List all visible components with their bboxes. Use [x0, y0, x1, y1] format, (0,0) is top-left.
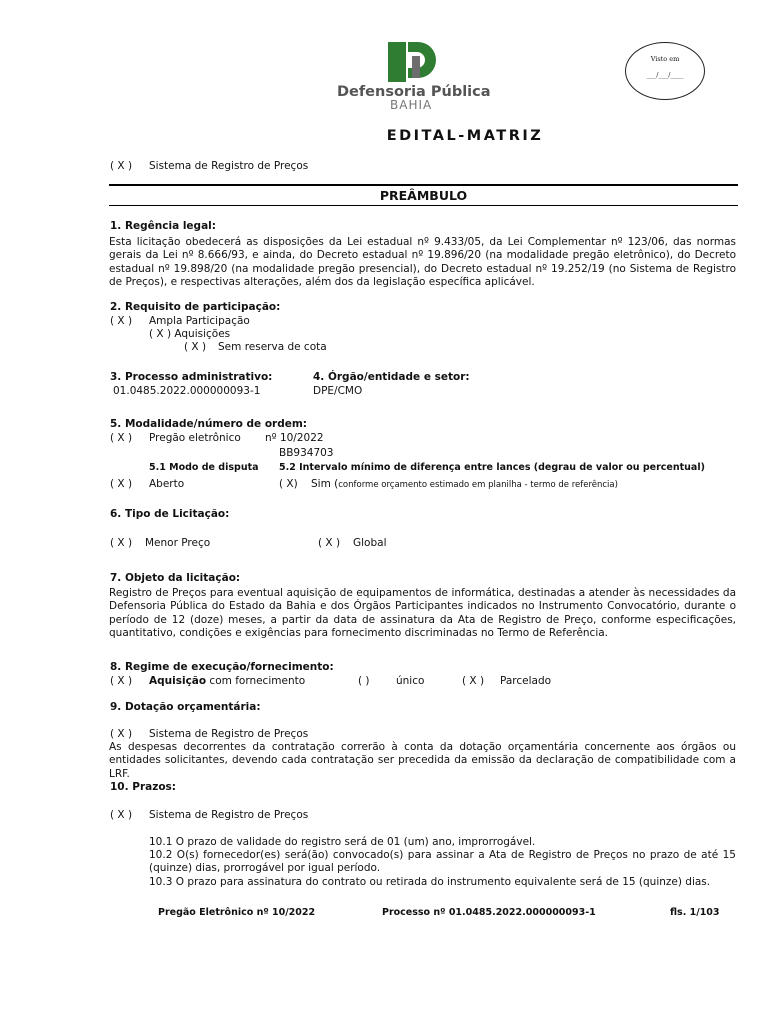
section-5-number: nº 10/2022 [265, 432, 324, 444]
section-5-code: BB934703 [279, 447, 334, 459]
section-5-title: 5. Modalidade/número de ordem: [110, 418, 308, 430]
section-5-2-mark: ( X) [279, 478, 298, 490]
section-9-body: As despesas decorrentes da contratação correrão à conta da dotação orçamentária concernente aos órgãos ou entidades solicitantes, devendo cada contratação ser precedida da emissão da declaração de compatibilidade com a LRF. [109, 741, 736, 780]
section-8-value-1-bold: Aquisição [149, 675, 207, 687]
section-2-mark-1: ( X ) [110, 315, 133, 327]
section-6-title: 6. Tipo de Licitação: [110, 508, 230, 520]
approval-seal [625, 42, 705, 100]
section-5-modality: Pregão eletrônico [149, 432, 241, 444]
section-3-title: 3. Processo administrativo: [110, 371, 273, 383]
section-6-value-1: Menor Preço [145, 537, 211, 549]
section-9-line: Sistema de Registro de Preços [149, 728, 309, 740]
checkbox-mark: ( X ) [110, 160, 133, 172]
srp-mark [110, 160, 132, 172]
section-8-value-3: Parcelado [500, 675, 552, 687]
section-10-line: Sistema de Registro de Preços [149, 809, 309, 821]
section-9-mark: ( X ) [110, 728, 133, 740]
section-8-title: 8. Regime de execução/fornecimento: [110, 661, 334, 673]
section-5-1-heading: 5.1 Modo de disputa [149, 462, 259, 473]
section-8-value-2: único [396, 675, 425, 687]
section-2-title: 2. Requisito de participação: [110, 301, 281, 313]
section-8-value-1-rest: com fornecimento [206, 675, 306, 687]
section-7-title: 7. Objeto da licitação: [110, 572, 241, 584]
section-8-value-1 [149, 675, 305, 687]
section-3-value: 01.0485.2022.000000093-1 [113, 385, 261, 397]
section-5-2-value [311, 478, 618, 490]
section-10-mark: ( X ) [110, 809, 133, 821]
section-8-mark-1: ( X ) [110, 675, 133, 687]
seal-label: Visto em [650, 55, 680, 63]
section-5-1-mark: ( X ) [110, 478, 133, 490]
section-2-line-1: Ampla Participação [149, 315, 250, 327]
section-10-3: 10.3 O prazo para assinatura do contrato ou retirada do instrumento equivalente será de 15 (quinze) dias. [149, 876, 711, 888]
preamble-heading: PREÂMBULO [379, 188, 468, 203]
section-2-line-3: Sem reserva de cota [218, 341, 327, 353]
section-4-title: 4. Órgão/entidade e setor: [313, 371, 470, 383]
section-4-value: DPE/CMO [313, 385, 363, 397]
seal-date: ___/___/____ [646, 71, 684, 79]
footer-left: Pregão Eletrônico nº 10/2022 [158, 907, 316, 918]
section-2-mark-3: ( X ) [184, 341, 207, 353]
section-1-title: 1. Regência legal: [110, 220, 216, 232]
section-5-1-value: Aberto [149, 478, 185, 490]
divider [109, 205, 738, 206]
section-5-mark: ( X ) [110, 432, 133, 444]
section-6-mark-1: ( X ) [110, 537, 133, 549]
section-5-2-heading: 5.2 Intervalo mínimo de diferença entre lances (degrau de valor ou percentual) [279, 462, 705, 473]
logo-name: Defensoria Pública [337, 84, 491, 100]
section-6-value-2: Global [353, 537, 387, 549]
section-5-2-value-main: Sim ( [311, 478, 339, 490]
defensoria-logo-mark [384, 42, 440, 86]
section-8-mark-2: ( ) [358, 675, 370, 687]
footer-page: fls. 1/103 [670, 907, 720, 918]
srp-label: Sistema de Registro de Preços [149, 160, 309, 172]
section-10-title: 10. Prazos: [110, 781, 176, 793]
section-1-body: Esta licitação obedecerá as disposições da Lei estadual nº 9.433/05, da Lei Complementar nº 123/06, das normas gerais da Lei nº 8.666/93, e ainda, do Decreto estadual nº 19.896/20 (na modalidade pregão eletrônico), do Decreto estadual nº 19.898/20 (na modalidade pregão presencial), do Decreto estadual nº 19.252/19 (no Sistema de Registro de Preços), e respectivas alterações, além dos da legislação específica aplicável. [109, 236, 736, 289]
section-7-body: Registro de Preços para eventual aquisição de equipamentos de informática, destinadas a atender às necessidades da Defensoria Pública do Estado da Bahia e dos Órgãos Participantes indicados no Instrumento Convocatório, durante o período de 12 (doze) meses, a partir da data de assinatura da Ata de Registro de Preço, conforme especificações, quantitativo, condições e exigências para fornecimento discriminadas no Termo de Referência. [109, 587, 736, 640]
section-9-title: 9. Dotação orçamentária: [110, 701, 261, 713]
section-10-2: 10.2 O(s) fornecedor(es) será(ão) convocado(s) para assinar a Ata de Registro de Preços no prazo de até 15 (quinze) dias, prorrogável por igual período. [149, 849, 736, 875]
section-10-1: 10.1 O prazo de validade do registro será de 01 (um) ano, improrrogável. [149, 836, 536, 848]
section-5-2-value-note: conforme orçamento estimado em planilha - termo de referência) [338, 480, 618, 490]
section-2-line-2: ( X ) Aquisições [149, 328, 231, 340]
divider [109, 184, 738, 186]
logo-sub: BAHIA [390, 98, 433, 112]
document-title: EDITAL-MATRIZ [386, 128, 544, 144]
section-8-mark-3: ( X ) [462, 675, 485, 687]
section-6-mark-2: ( X ) [318, 537, 341, 549]
footer-center: Processo nº 01.0485.2022.000000093-1 [382, 907, 596, 918]
